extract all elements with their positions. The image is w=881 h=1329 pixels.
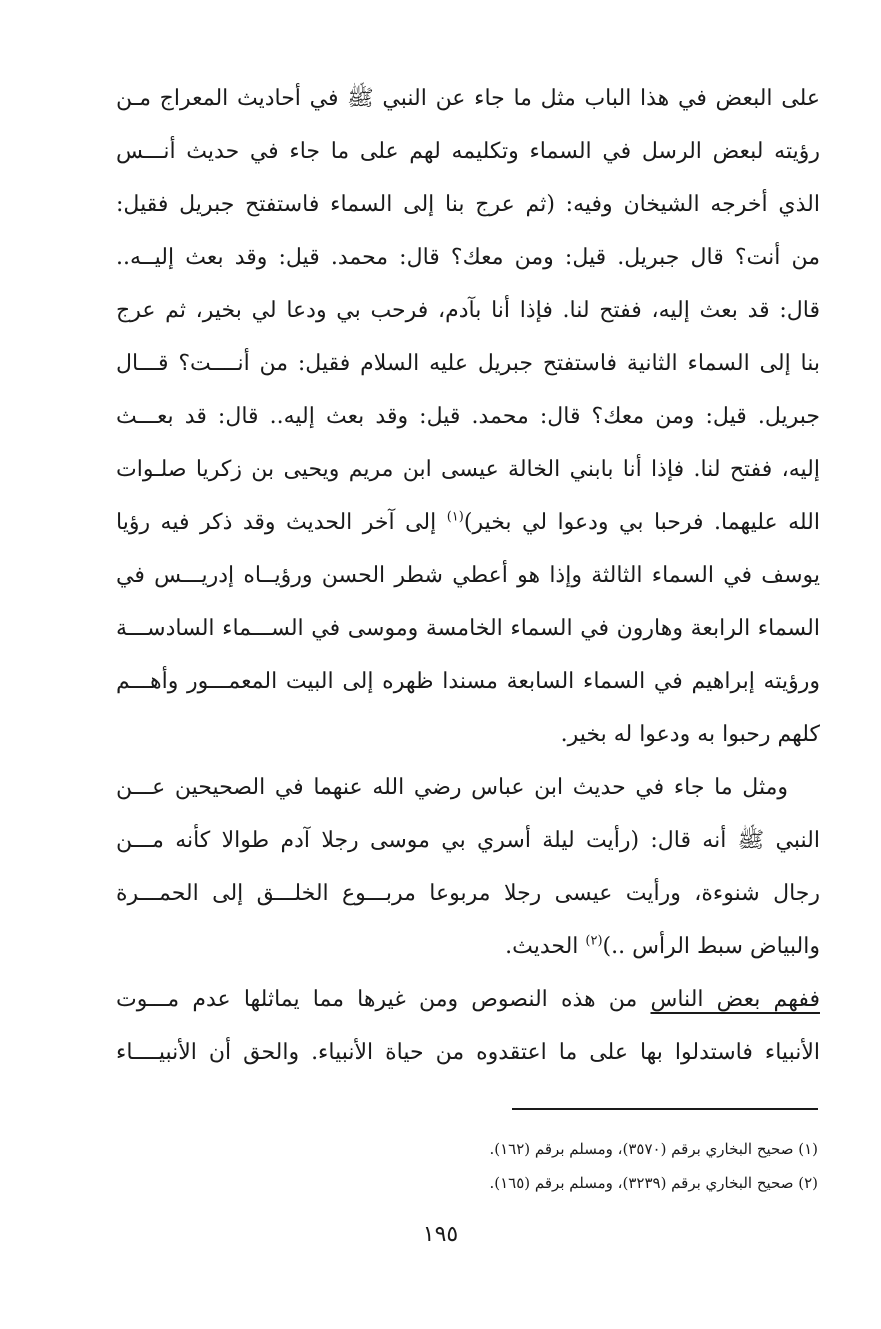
text-line: بنا إلى السماء الثانية فاستفتح جبريل عليه السلام فقيل: من أنــــت؟ قـــال [116, 351, 820, 376]
text-line-with-footnote-ref [116, 496, 820, 549]
footnote-separator [512, 1108, 818, 1110]
text-line [116, 973, 820, 1026]
text-segment: إلى آخر الحديث وقد ذكر فيه رؤيا [116, 510, 447, 535]
underlined-phrase: ففهم بعض الناس [650, 987, 820, 1012]
footnote-ref-1: (١) [446, 509, 464, 525]
paragraph-end-line: كلهم رحبوا به ودعوا له بخير. [560, 722, 820, 747]
text-segment: الحديث. [505, 934, 586, 959]
text-segment: والبياض سبط الرأس ..) [602, 934, 820, 959]
text-line: رجال شنوءة، ورأيت عيسى رجلا مربوعا مربـــوع الخلـــق إلى الحمـــرة [116, 881, 820, 906]
text-line: يوسف في السماء الثالثة وإذا هو أعطي شطر الحسن ورؤيــاه إدريـــس في [116, 563, 820, 588]
text-segment: من هذه النصوص ومن غيرها مما يماثلها عدم مـــوت [116, 987, 651, 1012]
text-line: ورؤيته إبراهيم في السماء السابعة مسندا ظهره إلى البيت المعمـــور وأهـــم [116, 669, 820, 694]
page-number: ١٩٥ [422, 1222, 459, 1247]
footnotes [300, 1132, 818, 1200]
text-line: الأنبياء فاستدلوا بها على ما اعتقدوه من حياة الأنبياء. والحق أن الأنبيــــاء [116, 1040, 820, 1065]
text-line: ومثل ما جاء في حديث ابن عباس رضي الله عنهما في الصحيحين عـــن [116, 775, 788, 800]
text-line: جبريل. قيل: ومن معك؟ قال: محمد. قيل: وقد بعث إليه.. قال: قد بعـــث [116, 404, 820, 429]
text-line: من أنت؟ قال جبريل. قيل: ومن معك؟ قال: محمد. قيل: وقد بعث إليــه.. [116, 245, 820, 270]
text-line: رؤيته لبعض الرسل في السماء وتكليمه لهم على ما جاء في حديث أنـــس [116, 139, 820, 164]
footnote-1: (١) صحيح البخاري برقم (٣٥٧٠)، ومسلم برقم (١٦٢). [489, 1140, 818, 1158]
text-line: النبي ﷺ أنه قال: (رأيت ليلة أسري بي موسى رجلا آدم طوالا كأنه مـــن [116, 828, 820, 853]
body-text [116, 72, 820, 1079]
text-line-with-footnote-ref [116, 920, 820, 973]
footnote-2: (٢) صحيح البخاري برقم (٣٢٣٩)، ومسلم برقم (١٦٥). [489, 1174, 818, 1192]
footnote-ref-2: (٢) [585, 933, 603, 949]
text-line: الذي أخرجه الشيخان وفيه: (ثم عرج بنا إلى السماء فاستفتح جبريل فقيل: [116, 192, 820, 217]
text-line: على البعض في هذا الباب مثل ما جاء عن النبي ﷺ في أحاديث المعراج مـن [116, 86, 820, 111]
text-segment: الله عليهما. فرحبا بي ودعوا لي بخير) [463, 510, 820, 535]
text-line: قال: قد بعث إليه، ففتح لنا. فإذا أنا بآدم، فرحب بي ودعا لي بخير، ثم عرج [116, 298, 820, 323]
text-line: السماء الرابعة وهارون في السماء الخامسة وموسى في الســـماء السادســـة [116, 616, 820, 641]
text-line: إليه، ففتح لنا. فإذا أنا بابني الخالة عيسى ابن مريم ويحيى بن زكريا صلـوات [116, 457, 820, 482]
